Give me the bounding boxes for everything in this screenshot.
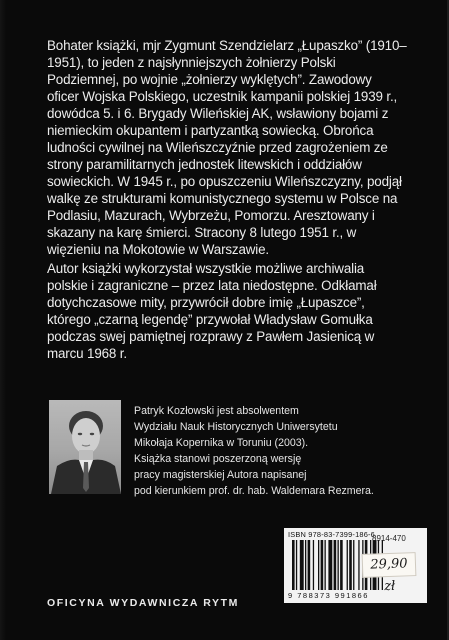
barcode-bar: [321, 540, 324, 590]
barcode-bar: [349, 540, 352, 590]
description-paragraph-1: Bohater książki, mjr Zygmunt Szendzielarz „Łupaszko” (1910–1951), to jeden z najsłynniejszych żołnierzy Polski Podziemnej, po wojnie „żołnierzy wyklętych”. Zawodowy oficer Wojska Polskiego, uczestnik kampanii polskiej 1939 r., dowódca 5. i 6. Brygady Wileńskiej AK, wsławiony bojami z niemieckim okupantem i partyzantką sowiecką. Obrońca ludności cywilnej na Wileńszczyźnie przed zagrożeniem ze strony paramilitarnych jednostek litewskich i oddziałów sowieckich. W 1945 r., po opuszczeniu Wileńszczyzny, podjął walkę ze strukturami komunistycznego systemu w Polsce na Podlasiu, Mazurach, Wybrzeżu, Pomorzu. Aresztowany i skazany na karę śmierci. Stracony 8 lutego 1951 r., w więzieniu na Mokotowie w Warszawie.: [47, 38, 407, 257]
barcode-bar: [325, 540, 326, 590]
spine-edge: [0, 0, 6, 640]
barcode-bar: [358, 540, 359, 590]
bio-line: Mikołaja Kopernika w Toruniu (2003).: [134, 437, 309, 449]
barcode-bar: [300, 540, 304, 590]
barcode-bar: [328, 540, 332, 590]
author-bio: [134, 403, 424, 499]
book-description: [47, 37, 407, 362]
barcode-bar: [308, 540, 311, 590]
barcode-bar: [292, 540, 295, 590]
bio-line: Książka stanowi poszerzoną wersję: [134, 453, 302, 465]
barcode-bar: [305, 540, 306, 590]
barcode-bar: [347, 540, 348, 590]
description-paragraph-2: Autor książki wykorzystał wszystkie możliwe archiwalia polskie i zagraniczne – przez lata niedostępne. Odkłamał dotychczasowe mity, przywrócił dobre imię „Łupaszce”, którego „czarną legendę” przywołał Władysław Gomułka podczas swej pamiętnej rozprawy z Pawłem Jasienicą w marcu 1968 r.: [47, 261, 377, 361]
isbn-number: ISBN 978-83-7399-186-6: [288, 530, 375, 539]
publisher-name: OFICYNA WYDAWNICZA RYTM: [47, 597, 239, 609]
barcode-bar: [353, 540, 354, 590]
bio-line: Wydziału Nauk Historycznych Uniwersytetu: [134, 421, 338, 433]
bio-line: pracy magisterskiej Autora napisanej: [134, 469, 307, 481]
barcode-bar: [338, 540, 339, 590]
barcode-bar: [340, 540, 343, 590]
bio-line: Patryk Kozłowski jest absolwentem: [134, 405, 299, 417]
barcode-bar: [313, 540, 314, 590]
barcode-bar: [318, 540, 319, 590]
barcode-bar: [334, 540, 337, 590]
bio-line: pod kierunkiem prof. dr. hab. Waldemara Rezmera.: [134, 485, 374, 497]
barcode-bar: [296, 540, 297, 590]
barcode-digits: 9 788373 991866: [288, 591, 369, 600]
price-sticker: 29,90 zł: [362, 552, 417, 578]
code-sticker: 8914-470: [372, 534, 406, 543]
author-photo: [49, 400, 121, 494]
